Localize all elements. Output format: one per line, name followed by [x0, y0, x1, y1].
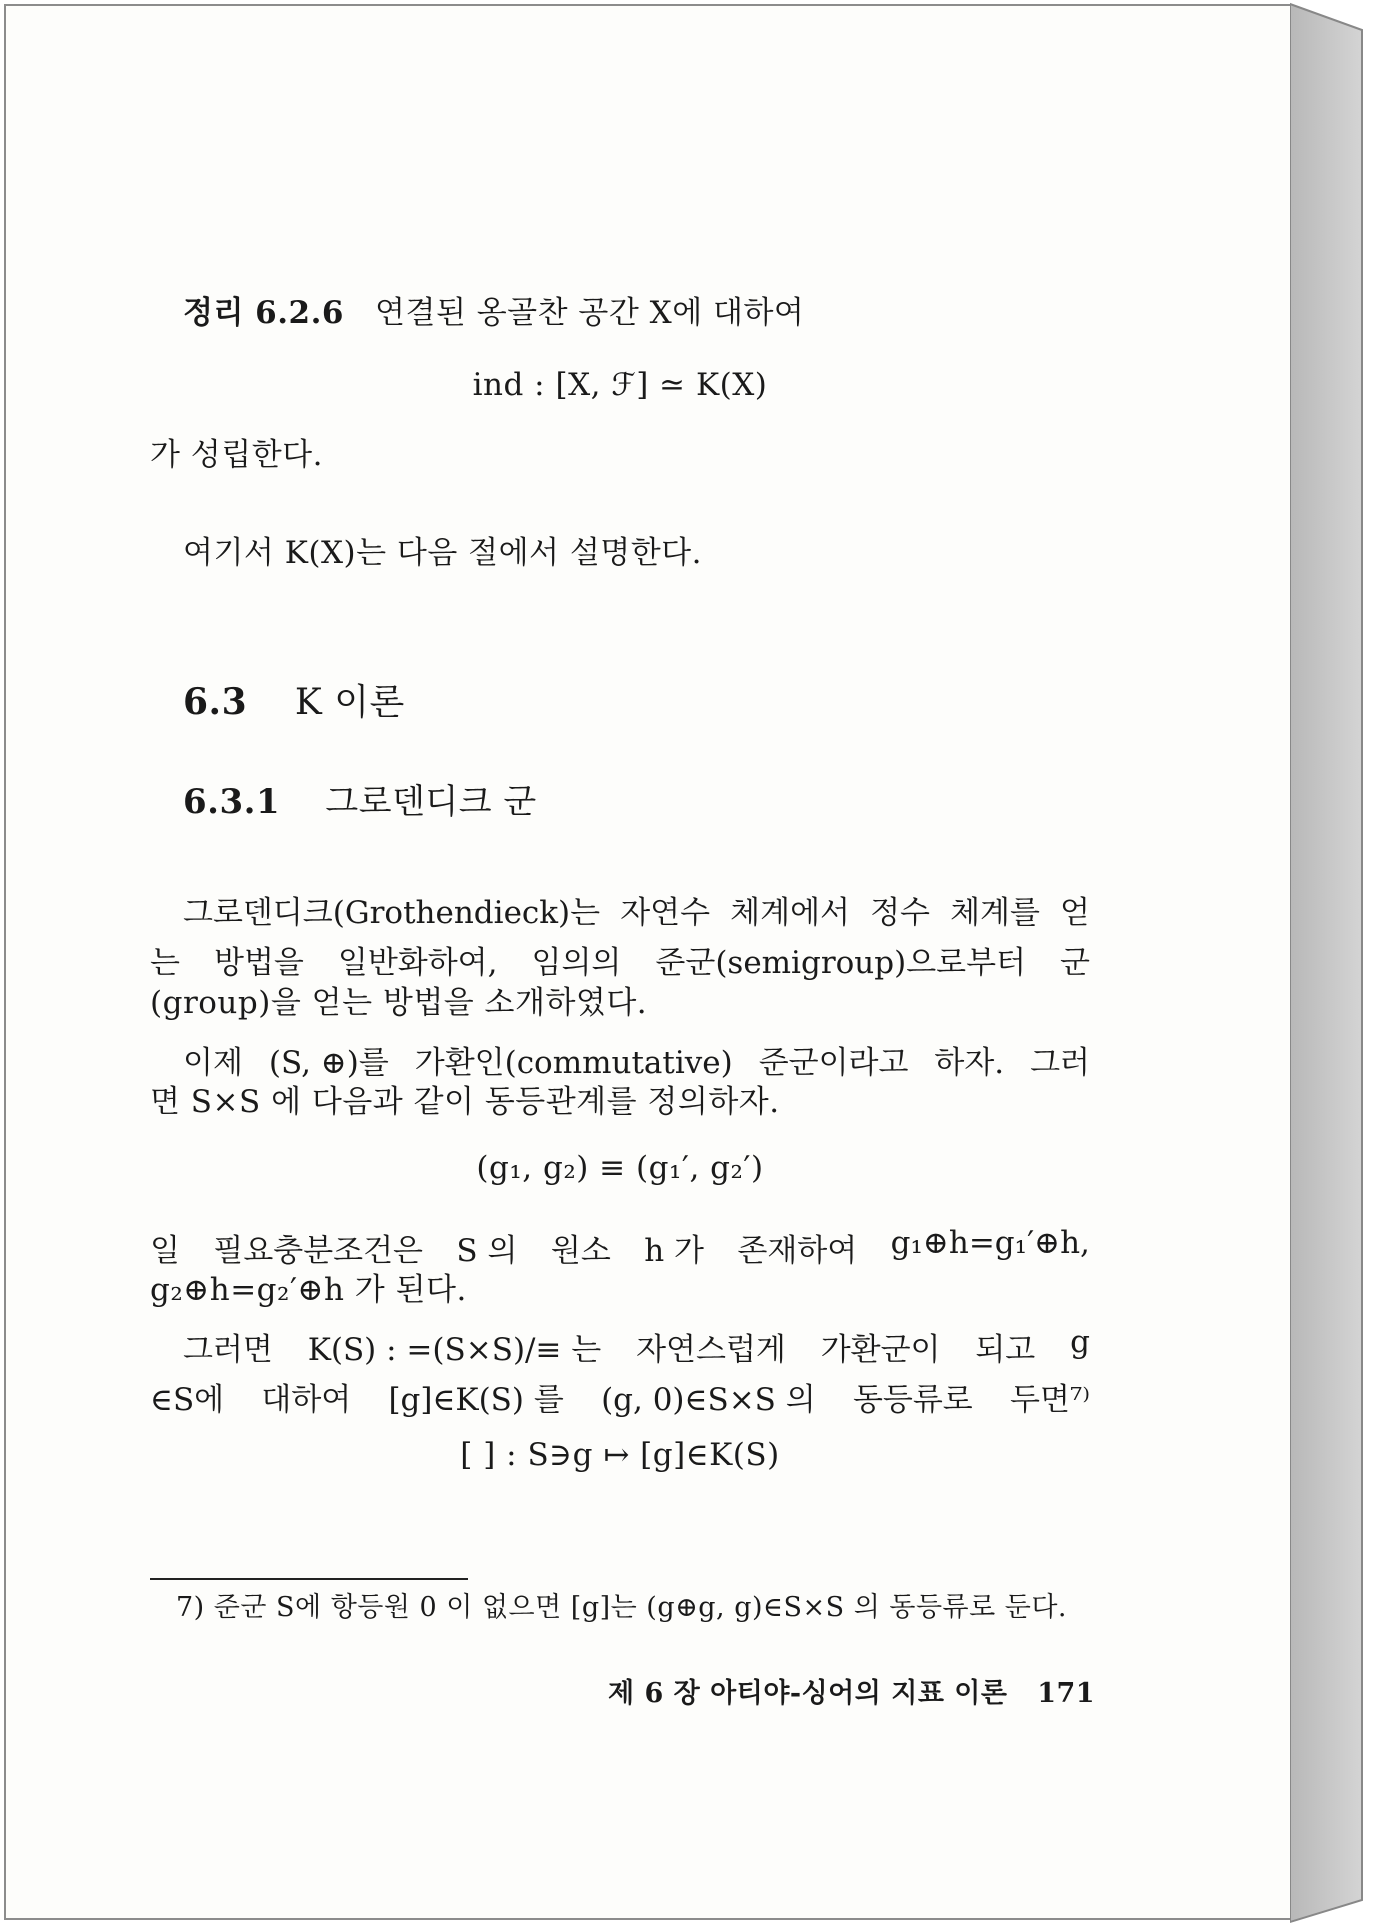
remark: 여기서 K(X)는 다음 절에서 설명한다.	[183, 535, 702, 571]
paragraph1-line2	[150, 937, 1090, 982]
word: 체계를	[950, 895, 1040, 931]
theorem-statement: 연결된 옹골찬 공간 X에 대하여	[375, 295, 805, 331]
word: 임의의	[531, 945, 622, 981]
footer-chapter: 제 6 장 아티야-싱어의 지표 이론	[608, 1678, 1008, 1709]
subsection-number: 6.3.1	[183, 782, 281, 822]
word: 체계에서	[730, 895, 850, 931]
theorem-label: 정리 6.2.6	[183, 295, 344, 331]
word: 는	[150, 945, 180, 981]
word: K(S) : =(S×S)/≡ 는	[307, 1332, 602, 1368]
word: 방법을	[214, 945, 304, 981]
word: h 가	[644, 1233, 704, 1269]
paragraph1-line1	[183, 887, 1090, 932]
paragraph4-line2	[150, 1374, 1090, 1419]
word: S 의	[456, 1233, 518, 1269]
word: 준군이라고	[758, 1045, 909, 1081]
paragraph2-line2: 면 S×S 에 다음과 같이 동등관계를 정의하자.	[150, 1084, 780, 1120]
word: 그로덴디크(Grothendieck)는	[183, 895, 601, 931]
formula-equivalence: (g₁, g₂) ≡ (g₁′, g₂′)	[476, 1150, 764, 1186]
word: 그러면	[183, 1332, 273, 1368]
theorem-formula: ind : [X, ℱ] ≃ K(X)	[472, 367, 768, 403]
paragraph2-line1	[183, 1037, 1090, 1082]
subsection-title: 그로덴디크 군	[325, 782, 537, 822]
word: 자연스럽게	[636, 1332, 786, 1368]
word: 동등류로	[852, 1382, 973, 1418]
word: 이제	[183, 1045, 243, 1081]
theorem-line	[183, 295, 805, 331]
word: (S, ⊕)를	[268, 1045, 389, 1081]
word: 얻	[1060, 895, 1090, 931]
paragraph1-line3: (group)을 얻는 방법을 소개하였다.	[150, 985, 648, 1021]
word: 원소	[550, 1233, 611, 1269]
word: 군	[1060, 945, 1090, 981]
word: 필요충분조건은	[213, 1233, 423, 1269]
word: g	[1070, 1324, 1090, 1360]
book-edge	[1290, 0, 1382, 1926]
word: 되고	[975, 1332, 1036, 1368]
word: [g]∈K(S) 를	[388, 1382, 564, 1418]
formula-map: [ ] : S∋g ↦ [g]∈K(S)	[460, 1437, 780, 1473]
word: 가환군이	[820, 1332, 941, 1368]
word: 두면⁷⁾	[1010, 1382, 1090, 1418]
word: 정수	[870, 895, 930, 931]
theorem-conclusion: 가 성립한다.	[150, 437, 323, 473]
word: 그러	[1030, 1045, 1090, 1081]
running-footer	[608, 1680, 1095, 1707]
word: 존재하여	[737, 1233, 858, 1269]
footnote: 7) 준군 S에 항등원 0 이 없으면 [g]는 (g⊕g, g)∈S×S 의 동등류로 둔다.	[176, 1592, 1068, 1623]
paragraph3-line1	[150, 1225, 1090, 1270]
paragraph4-line1	[183, 1324, 1090, 1369]
word: 일반화하여,	[337, 945, 498, 981]
paragraph3-line2: g₂⊕h=g₂′⊕h 가 된다.	[150, 1272, 467, 1308]
word: 대하여	[261, 1382, 352, 1418]
page-number: 171	[1037, 1678, 1096, 1709]
word: (g, 0)∈S×S 의	[601, 1382, 816, 1418]
footnote-divider	[150, 1578, 468, 1580]
section-heading	[183, 681, 405, 723]
word: 가환인(commutative)	[414, 1045, 733, 1081]
subsection-heading	[183, 782, 537, 822]
word: 준군(semigroup)으로부터	[655, 945, 1026, 981]
section-title: K 이론	[294, 682, 405, 723]
word: g₁⊕h=g₁′⊕h,	[890, 1225, 1090, 1261]
word: 일	[150, 1233, 180, 1269]
section-number: 6.3	[183, 681, 248, 723]
word: ∈S에	[150, 1382, 225, 1418]
word: 자연수	[620, 895, 711, 931]
word: 하자.	[934, 1045, 1005, 1081]
